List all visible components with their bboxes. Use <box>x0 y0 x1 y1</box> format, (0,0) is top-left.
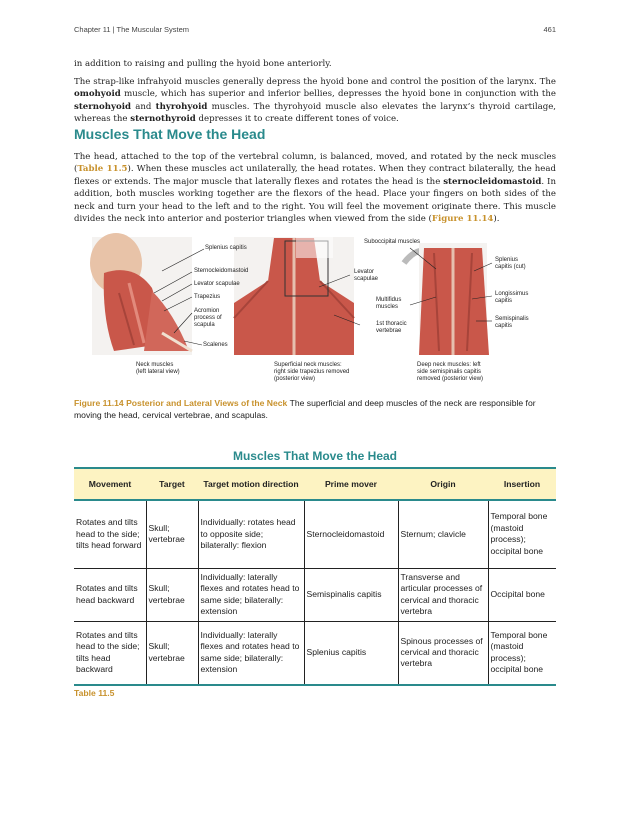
label-multifidus: Multifidus muscles <box>376 297 402 310</box>
panel-caption-right: Deep neck muscles: left side semispinalis capitis removed (posterior view) <box>417 362 484 382</box>
table-cell: Individually: laterally flexes and rotates head to same side; bilaterally: extension <box>198 621 304 685</box>
table-cell: Occipital bone <box>488 568 556 621</box>
panel-caption-middle: Superficial neck muscles: right side trapezius removed (posterior view) <box>274 362 350 382</box>
label-levator-scapulae: Levator scapulae <box>194 281 240 287</box>
term-sternothyroid: sternothyroid <box>130 114 196 125</box>
table-row <box>74 621 556 685</box>
text-run: The head, attached to the top of the vertebral column, is balanced, moved, and rotated by the neck muscles ( <box>74 152 556 175</box>
label-levator-scapulae-2: Levator scapulae <box>354 269 379 282</box>
col-header-insertion: Insertion <box>488 468 556 500</box>
figure-caption-text: The superficial and deep muscles of the neck are responsible for moving the head, cervical vertebrae, and scapulas. <box>74 398 536 420</box>
table-row <box>74 568 556 621</box>
table-cell: Individually: rotates head to opposite side; bilaterally: flexion <box>198 500 304 568</box>
section-paragraph <box>74 151 556 225</box>
term-omohyoid: omohyoid <box>74 89 121 100</box>
table-cell: Skull; vertebrae <box>146 568 198 621</box>
col-header-direction: Target motion direction <box>198 468 304 500</box>
table-cell: Semispinalis capitis <box>304 568 398 621</box>
page-number: 461 <box>543 25 556 34</box>
label-longissimus: Longissimus capitis <box>495 291 529 304</box>
intro-paragraph-1 <box>74 58 556 70</box>
text-run: muscles. The thyrohyoid muscle also elevates the larynx’s thyroid cartilage, whereas the <box>74 101 557 125</box>
figure-caption <box>74 398 556 421</box>
col-header-origin: Origin <box>398 468 488 500</box>
table-cell: Splenius capitis <box>304 621 398 685</box>
figure-neck-muscles <box>74 233 556 388</box>
table-cell: Rotates and tilts head backward <box>74 568 146 621</box>
intro-paragraph-2 <box>74 76 556 126</box>
term-thyrohyoid: thyrohyoid <box>155 101 208 112</box>
table-cell: Spinous processes of cervical and thoracic vertebra <box>398 621 488 685</box>
col-header-movement: Movement <box>74 468 146 500</box>
intro-text-1: in addition to raising and pulling the hyoid bone anteriorly. <box>74 59 332 69</box>
page-header <box>74 25 556 39</box>
text-run: and <box>131 101 156 112</box>
figure-caption-title: Figure 11.14 Posterior and Lateral Views of the Neck <box>74 398 288 408</box>
term-sternohyoid: sternohyoid <box>74 101 132 112</box>
text-run: The strap-like infrahyoid muscles generally depress the hyoid bone and control the position of the larynx. The <box>74 77 556 87</box>
label-scalenes: Scalenes <box>203 342 228 348</box>
table-cell: Skull; vertebrae <box>146 621 198 685</box>
table-link[interactable]: Table 11.5 <box>77 164 128 175</box>
section-title: Muscles That Move the Head <box>74 126 266 142</box>
table-cell: Rotates and tilts head to the side; tilts head forward <box>74 500 146 568</box>
table-cell: Individually: laterally flexes and rotates head to same side; bilaterally: extension <box>198 568 304 621</box>
term-sternocleidomastoid: sternocleidomastoid <box>443 176 542 187</box>
label-splenius-capitis: Splenius capitis <box>205 245 247 251</box>
figure-link[interactable]: Figure 11.14 <box>431 214 494 225</box>
label-semispinalis: Semispinalis capitis <box>495 316 529 329</box>
table-cell: Sternocleidomastoid <box>304 500 398 568</box>
table-title: Muscles That Move the Head <box>232 449 398 463</box>
lateral-neck-panel <box>90 233 192 355</box>
muscle-table <box>74 467 556 686</box>
text-run: depresses it to create different tones of voice. <box>195 114 399 125</box>
table-cell: Skull; vertebrae <box>146 500 198 568</box>
table-cell: Sternum; clavicle <box>398 500 488 568</box>
label-suboccipital: Suboccipital muscles <box>364 239 421 245</box>
table-cell: Rotates and tilts head to the side; tilts head backward <box>74 621 146 685</box>
table-cell: Temporal bone (mastoid process); occipital bone <box>488 500 556 568</box>
text-run: ). When these muscles act unilaterally, the head rotates. When they contract bilaterally, the head flexes or extends. The major muscle that laterally flexes and rotates the head is the <box>74 164 556 187</box>
chapter-title: Chapter 11 | The Muscular System <box>74 25 190 34</box>
label-acromion: Acromion process of scapula <box>194 308 222 328</box>
text-run: ). <box>493 214 500 225</box>
table-row <box>74 500 556 568</box>
col-header-prime-mover: Prime mover <box>304 468 398 500</box>
text-run: muscle, which has superior and inferior bellies, depresses the hyoid bone in conjunction with the <box>120 89 556 100</box>
table-cell: Temporal bone (mastoid process); occipital bone <box>488 621 556 685</box>
table-header-row <box>74 468 556 500</box>
panel-caption-left: Neck muscles (left lateral view) <box>136 362 180 375</box>
table-label: Table 11.5 <box>74 688 115 698</box>
posterior-superficial-panel <box>234 236 354 355</box>
col-header-target: Target <box>146 468 198 500</box>
label-sternocleidomastoid: Sternocleidomastoid <box>194 268 249 274</box>
label-trapezius: Trapezius <box>194 294 221 300</box>
label-splenius-cut: Splenius capitis (cut) <box>495 257 526 270</box>
text-run: . In addition, both muscles working together are the flexors of the head. Place your fingers on both sides of the neck and turn your head to the left and to the right. You will feel the movement originate there. This muscle divides the neck into anterior and posterior triangles when viewed from the side ( <box>74 176 556 225</box>
table-cell: Transverse and articular processes of cervical and thoracic vertebra <box>398 568 488 621</box>
label-first-thoracic: 1st thoracic vertebrae <box>376 321 407 334</box>
